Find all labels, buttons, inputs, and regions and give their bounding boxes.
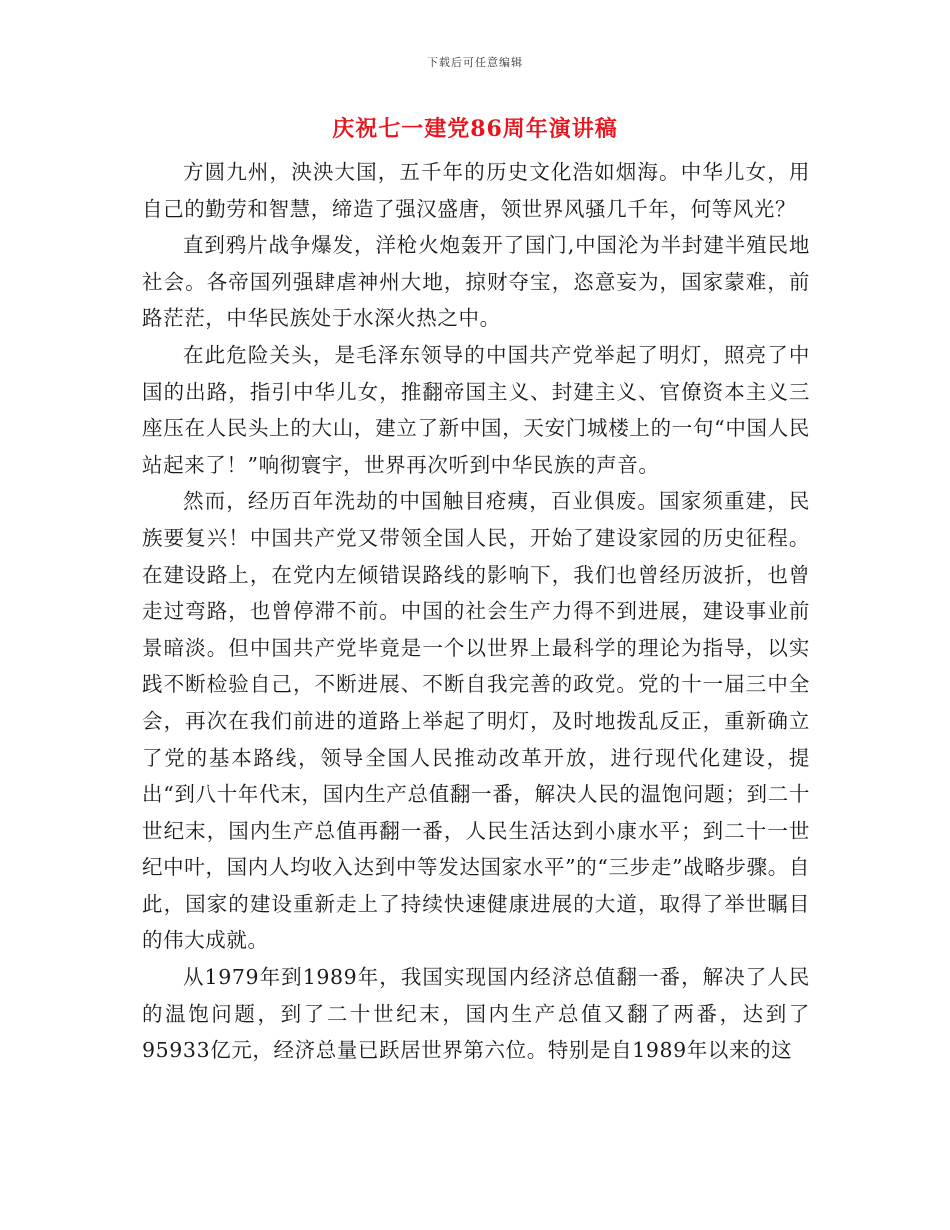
document-body: [142, 154, 810, 1069]
paragraph-4: 然而，经历百年洗劫的中国触目疮痍，百业俱废。国家须重建，民族要复兴！中国共产党又带领全国人民，开始了建设家园的历史征程。在建设路上，在党内左倾错误路线的影响下，我们也曾经历波折，也曾走过弯路，也曾停滞不前。中国的社会生产力得不到进展，建设事业前景暗淡。但中国共产党毕竟是一个以世界上最科学的理论为指导，以实践不断检验自己，不断进展、不断自我完善的政党。党的十一届三中全会，再次在我们前进的道路上举起了明灯，及时地拨乱反正，重新确立了党的基本路线，领导全国人民推动改革开放，进行现代化建设，提出“到八十年代末，国内生产总值翻一番，解决人民的温饱问题；到二十世纪末，国内生产总值再翻一番，人民生活达到小康水平；到二十一世纪中叶，国内人均收入达到中等发达国家水平”的“三步走”战略步骤。自此，国家的建设重新走上了持续快速健康进展的大道，取得了举世瞩目的伟大成就。: [142, 489, 810, 953]
paragraph-1: 方圆九州，泱泱大国，五千年的历史文化浩如烟海。中华儿女，用自己的勤劳和智慧，缔造了强汉盛唐，领世界风骚几千年，何等风光？: [142, 160, 810, 221]
paragraph-2: 直到鸦片战争爆发，洋枪火炮轰开了国门,中国沦为半封建半殖民地社会。各帝国列强肆虐神州大地，掠财夺宝，恣意妄为，国家蒙难，前路茫茫，中华民族处于水深火热之中。: [142, 233, 810, 331]
header-note: 下载后可任意编辑: [427, 56, 523, 69]
document-title: 庆祝七一建党86周年演讲稿: [332, 116, 618, 142]
paragraph-5: 从1979年到1989年，我国实现国内经济总值翻一番，解决了人民的温饱问题，到了二十世纪末，国内生产总值又翻了两番，达到了95933亿元，经济总量已跃居世界第六位。特别是自1989年以来的这: [142, 965, 810, 1063]
paragraph-3: 在此危险关头，是毛泽东领导的中国共产党举起了明灯，照亮了中国的出路，指引中华儿女，推翻帝国主义、封建主义、官僚资本主义三座压在人民头上的大山，建立了新中国，天安门城楼上的一句“中国人民站起来了！”响彻寰宇，世界再次听到中华民族的声音。: [142, 342, 810, 477]
